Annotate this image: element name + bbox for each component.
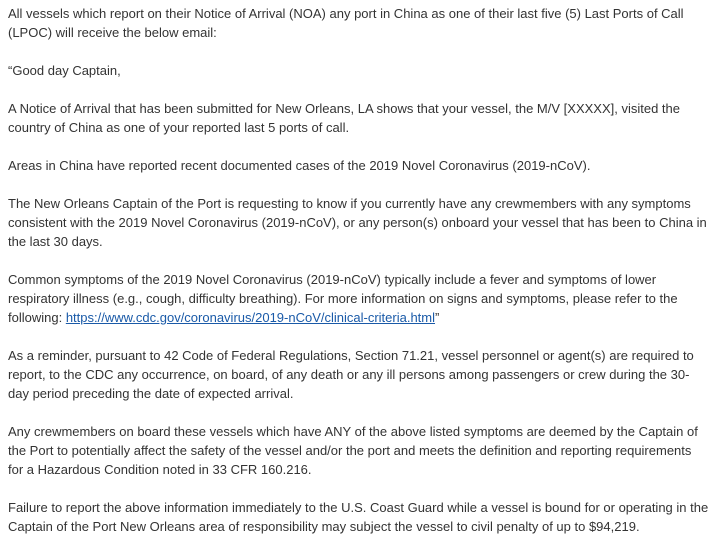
cdc-link[interactable]: https://www.cdc.gov/coronavirus/2019-nCoV/clinical-criteria.html bbox=[65, 310, 436, 325]
document-body bbox=[8, 4, 710, 555]
greeting-paragraph: “Good day Captain, bbox=[8, 63, 121, 78]
symptoms-paragraph bbox=[8, 270, 710, 327]
symptoms-text: Common symptoms of the 2019 Novel Coronavirus (2019-nCoV) typically include a fever and symptoms of lower respiratory illness (e.g., cough, difficulty breathing). For more information on signs and symptoms, please refer to the following: bbox=[8, 272, 678, 325]
china-cases-paragraph: Areas in China have reported recent documented cases of the 2019 Novel Coronavirus (2019-nCoV). bbox=[8, 158, 591, 173]
penalty-paragraph: Failure to report the above information immediately to the U.S. Coast Guard while a vessel is bound for or operating in the Captain of the Port New Orleans area of responsibility may subject the vessel to civil penalty of up to $94,219. bbox=[8, 500, 709, 534]
intro-paragraph: All vessels which report on their Notice of Arrival (NOA) any port in China as one of their last five (5) Last Ports of Call (LPOC) will receive the below email: bbox=[8, 6, 684, 40]
hazardous-condition-paragraph: Any crewmembers on board these vessels which have ANY of the above listed symptoms are deemed by the Captain of the Port to potentially affect the safety of the vessel and/or the port and meets the definition and reporting requirements for a Hazardous Condition noted in 33 CFR 160.216. bbox=[8, 424, 698, 477]
closing-quote: ” bbox=[435, 310, 440, 325]
captain-request-paragraph: The New Orleans Captain of the Port is requesting to know if you currently have any crewmembers with any symptoms consistent with the 2019 Novel Coronavirus (2019-nCoV), or any person(s) onboard your vessel that has been to China in the last 30 days. bbox=[8, 196, 707, 249]
notice-paragraph: A Notice of Arrival that has been submitted for New Orleans, LA shows that your vessel, the M/V [XXXXX], visited the country of China as one of your reported last 5 ports of call. bbox=[8, 101, 680, 135]
cfr-reminder-paragraph: As a reminder, pursuant to 42 Code of Federal Regulations, Section 71.21, vessel personnel or agent(s) are required to report, to the CDC any occurrence, on board, of any death or any ill persons among passengers or crew during the 30-day period preceding the date of expected arrival. bbox=[8, 348, 694, 401]
